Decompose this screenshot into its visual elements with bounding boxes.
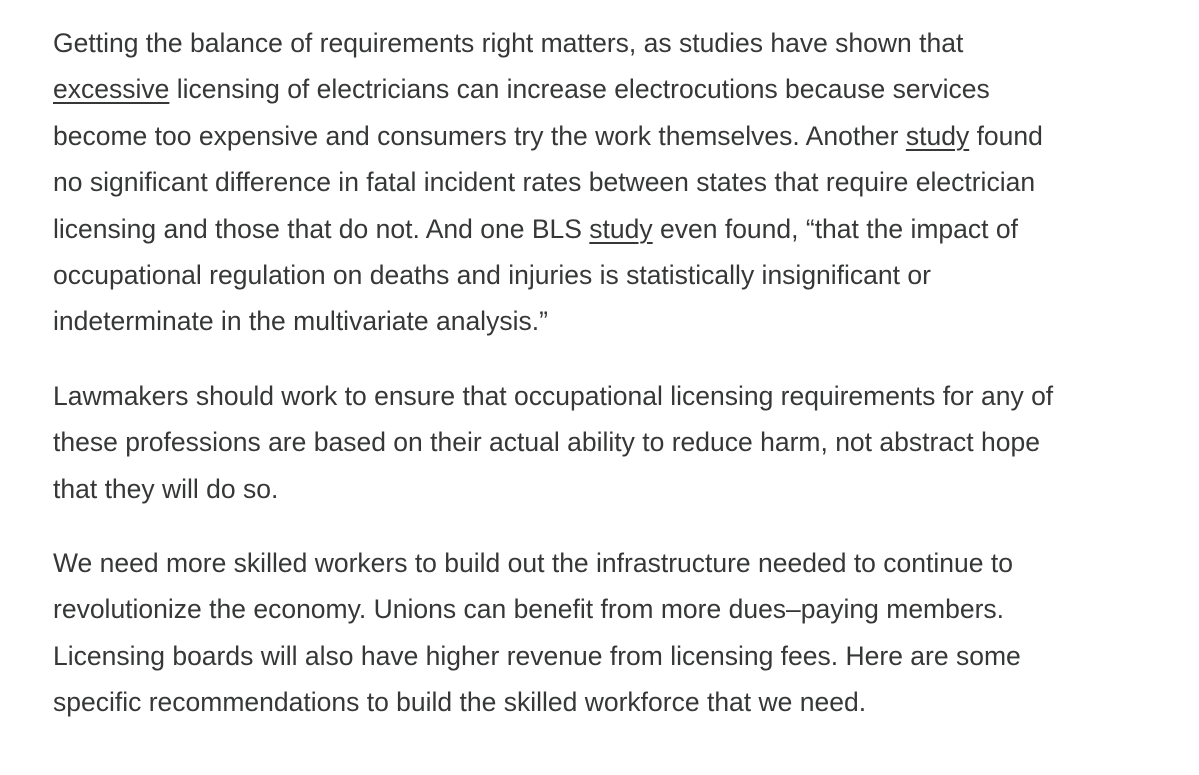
text-line <box>53 586 1163 632</box>
text-line <box>53 252 1163 298</box>
text-run: that they will do so. <box>53 473 279 504</box>
study-link-1[interactable]: study <box>905 120 970 151</box>
text-run: We need more skilled workers to build out the infrastructure needed to continue to <box>53 548 1013 579</box>
text-run: licensing and those that do not. And one BLS <box>53 213 590 244</box>
text-line <box>53 20 1163 66</box>
text-run: occupational regulation on deaths and injuries is statistically insignificant or <box>53 260 931 291</box>
text-line <box>53 419 1163 465</box>
text-run: these professions are based on their actual ability to reduce harm, not abstract hope <box>53 427 1040 458</box>
text-run: Licensing boards will also have higher revenue from licensing fees. Here are some <box>53 640 1021 671</box>
paragraph-1 <box>53 20 1163 345</box>
text-line <box>53 206 1163 252</box>
text-run: revolutionize the economy. Unions can benefit from more dues–paying members. <box>53 594 1005 625</box>
article-body <box>53 20 1163 754</box>
text-line <box>53 66 1163 112</box>
text-run: even found, “that the impact of <box>652 213 1018 244</box>
text-line <box>53 679 1163 725</box>
paragraph-2 <box>53 373 1163 512</box>
text-line <box>53 466 1163 512</box>
text-run: Getting the balance of requirements right matters, as studies have shown that <box>53 28 964 58</box>
text-line <box>53 633 1163 679</box>
text-line <box>53 540 1163 586</box>
text-line <box>53 373 1163 419</box>
text-run: Lawmakers should work to ensure that occupational licensing requirements for any of <box>53 380 1054 411</box>
excessive-link[interactable]: excessive <box>53 74 170 105</box>
text-line <box>53 159 1163 205</box>
text-run: licensing of electricians can increase electrocutions because services <box>169 74 990 105</box>
text-run: become too expensive and consumers try the work themselves. Another <box>53 120 906 151</box>
paragraph-3 <box>53 540 1163 726</box>
text-run: no significant difference in fatal incident rates between states that require electrician <box>53 167 1036 198</box>
text-line <box>53 298 1163 344</box>
text-run: found <box>969 120 1043 151</box>
text-run: specific recommendations to build the skilled workforce that we need. <box>53 687 867 718</box>
text-run: indeterminate in the multivariate analysis.” <box>53 306 548 337</box>
study-link-2[interactable]: study <box>589 213 653 244</box>
text-line <box>53 113 1163 159</box>
